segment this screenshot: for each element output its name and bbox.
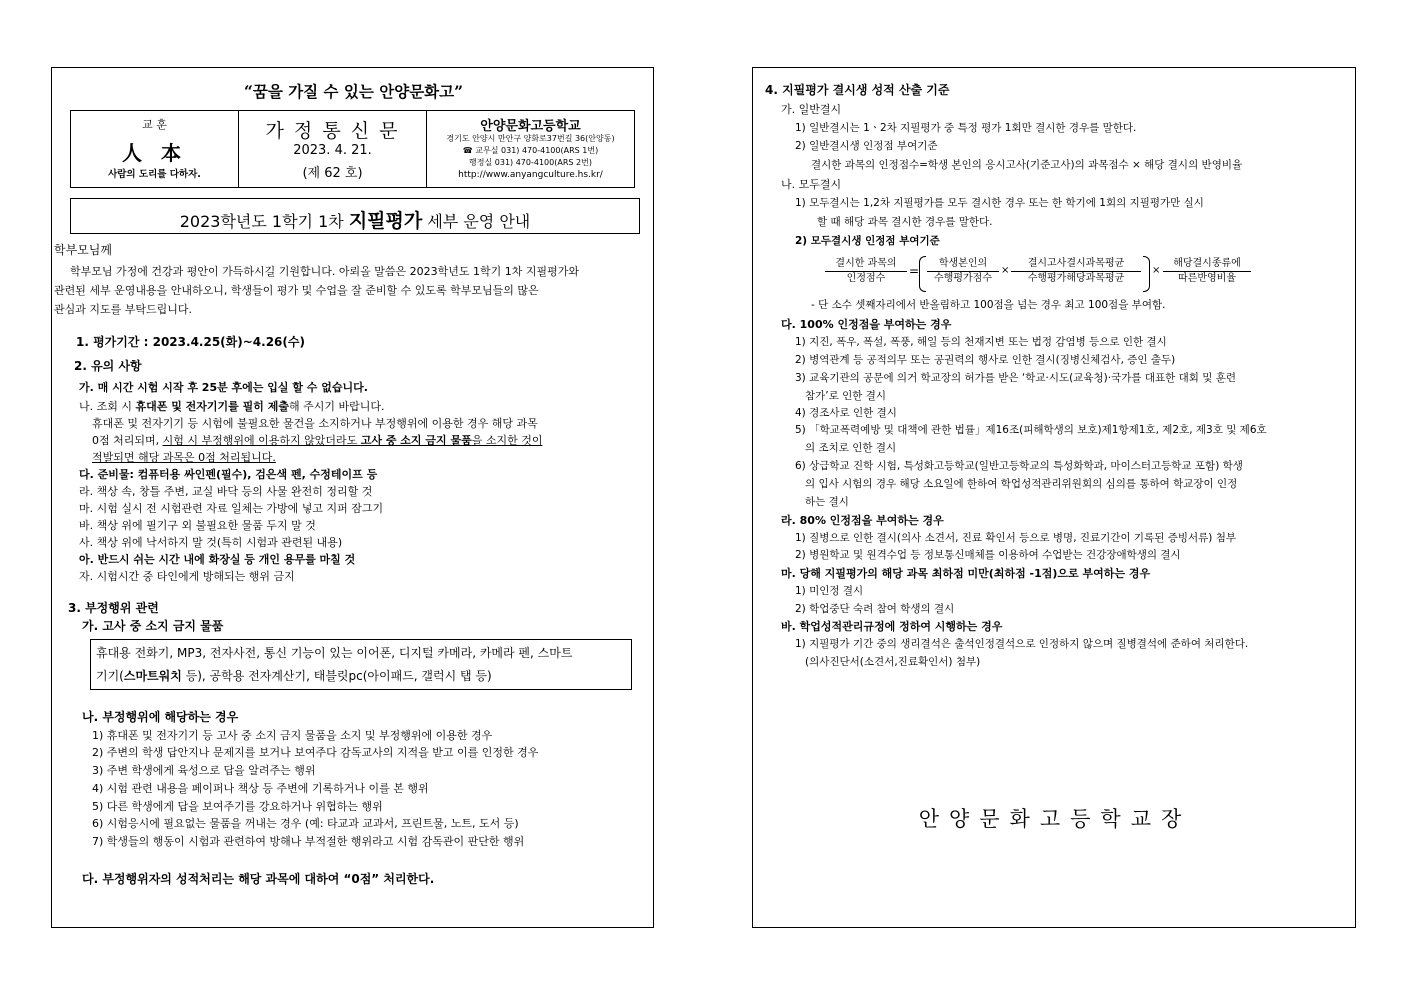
- admin-phone: 행정실 031) 470-4100(ARS 2번): [469, 158, 592, 167]
- partial-credit-heading: 라. 80% 인정점을 부여하는 경우: [781, 514, 944, 527]
- case-1: 1) 휴대폰 및 전자기기 등 고사 중 소지 금지 물품을 소지 및 부정행위에 이용한 경우: [92, 729, 493, 742]
- banned-items-box: [90, 639, 632, 690]
- formula-rhs-bar: [1163, 271, 1251, 272]
- note-ba: 바. 책상 위에 필기구 외 불필요한 물품 두지 말 것: [79, 519, 316, 532]
- exam-period: 1. 평가기간 : 2023.4.25(화)~4.26(수): [76, 335, 305, 349]
- full-credit-6b: 의 입사 시험의 경우 해당 소요일에 한하여 학업성적관리위원회의 심의를 통하여 학교장이 인정: [805, 478, 1238, 490]
- banned-items-line-2: [96, 668, 492, 684]
- full-credit-6a: 6) 상급학교 진학 시험, 특성화고등학교(일반고등학교의 특성화학과, 마이스터고등학교 포함) 학생: [795, 460, 1243, 472]
- regulation-1: 1) 지필평가 기간 중의 생리결석은 출석인정결석으로 인정하지 않으며 질병결석에 준하여 처리한다.: [795, 638, 1249, 650]
- note-ga: 가. 매 시간 시험 시작 후 25분 후에는 입실 할 수 없습니다.: [79, 381, 368, 394]
- note-na-part-2: 휴대폰 및 전자기기를 필히 제출: [135, 400, 289, 413]
- case-5: 5) 다른 학생에게 답을 보여주기를 강요하거나 위협하는 행위: [92, 800, 383, 813]
- all-absence-1a: 1) 모두결시는 1,2차 지필평가를 모두 결시한 경우 또는 한 학기에 1회의 지필평가만 실시: [795, 197, 1204, 209]
- all-absence-heading: 나. 모두결시: [781, 178, 842, 191]
- newsletter-title: 가 정 통 신 문: [265, 120, 400, 142]
- penalty-note: 다. 부정행위자의 성적처리는 해당 과목에 대하여 “0점” 처리한다.: [82, 872, 435, 886]
- main-title-box: [70, 198, 640, 234]
- greeting: 학부모님께: [54, 243, 112, 257]
- note-da: 다. 준비물: 컴퓨터용 싸인펜(필수), 검은색 펜, 수정테이프 등: [79, 468, 378, 481]
- case-3: 3) 주변 학생에게 육성으로 답을 알려주는 행위: [92, 764, 316, 777]
- banned-items-line-1: 휴대용 전화기, MP3, 전자사전, 통신 기능이 있는 이어폰, 디지털 카메라, 카메라 펜, 스마트: [96, 646, 573, 660]
- full-credit-3a: 3) 교육기관의 공문에 의거 학교장의 허가를 받은 ‘학교·시도(교육청)·국가를 대표한 대회 및 훈련: [795, 372, 1236, 384]
- formula-f2-num: 결시고사결시과목평균: [1027, 258, 1125, 269]
- intro-line-3: 관심과 지도를 부탁드립니다.: [54, 303, 193, 316]
- banned-line-2-b: 스마트워치: [123, 669, 182, 683]
- rounding-note: - 단 소수 셋째자리에서 반올림하고 100점을 넘는 경우 최고 100점을 부여함.: [811, 299, 1166, 311]
- right-page: [752, 67, 1356, 928]
- notes-heading: 2. 유의 사항: [74, 359, 142, 373]
- issue-date: 2023. 4. 21.: [293, 143, 372, 158]
- case-2: 2) 주변의 학생 답안지나 문제지를 보거나 보여주다 감독교사의 지적을 받고 이를 인정한 경우: [92, 746, 539, 759]
- general-absence-3: 결시한 과목의 인정점수=학생 본인의 응시고사(기준고사)의 과목점수 × 해당 결시의 반영비율: [811, 159, 1243, 171]
- note-na-part-3: 해 주시기 바랍니다.: [288, 400, 385, 413]
- note-ja: 자. 시험시간 중 타인에게 방해되는 행위 금지: [79, 570, 295, 583]
- case-6: 6) 시험응시에 필요없는 물품을 꺼내는 경우 (예: 타교과 교과서, 프린트물, 노트, 도서 등): [92, 817, 519, 830]
- section-4-heading: 4. 지필평가 결시생 성적 산출 기준: [765, 83, 950, 97]
- note-a: 아. 반드시 쉬는 시간 내에 화장실 등 개인 용무를 마칠 것: [79, 553, 356, 566]
- motto-cell: [71, 111, 239, 187]
- full-credit-6c: 하는 결시: [805, 496, 849, 508]
- all-absence-1b: 할 때 해당 과목 결시한 경우를 말한다.: [817, 216, 993, 228]
- formula-equals: =: [909, 264, 920, 278]
- note-na-line-3-c: 고사 중 소지 금지 물품: [360, 434, 472, 447]
- score-formula: [825, 256, 1265, 294]
- formula-times-2: ×: [1152, 265, 1161, 276]
- partial-credit-1: 1) 질병으로 인한 결시(의사 소견서, 진료 확인서 등으로 병명, 진료기간이 기록된 증빙서류) 첨부: [795, 532, 1236, 544]
- note-na-line-3-b: 시험 시 부정행위에 이용하지 않았더라도: [162, 434, 361, 447]
- formula-rhs-2: 따른반영비율: [1178, 273, 1236, 284]
- full-credit-heading: 다. 100% 인정점을 부여하는 경우: [781, 318, 952, 331]
- title-keyword: 지필평가: [348, 210, 423, 232]
- case-7: 7) 학생들의 행동이 시험과 관련하여 방해나 부적절한 행위라고 시험 감독관이 판단한 행위: [92, 835, 525, 848]
- note-ra: 라. 책상 속, 창틀 주변, 교실 바닥 등의 사물 완전히 정리할 것: [79, 485, 373, 498]
- cheating-heading: 3. 부정행위 관련: [68, 601, 159, 615]
- banned-items-heading: 가. 고사 중 소지 금지 물품: [82, 619, 224, 633]
- banned-line-2-a: 기기(: [96, 669, 124, 683]
- title-prefix: 2023학년도 1학기 1차: [179, 212, 349, 231]
- formula-f2-den: 수행평가해당과목평균: [1027, 273, 1125, 284]
- left-page: [51, 67, 654, 928]
- school-address: 경기도 안양시 만안구 양화로37번길 36(안양동): [446, 134, 615, 143]
- cheating-cases-heading: 나. 부정행위에 해당하는 경우: [82, 710, 239, 724]
- formula-lhs-2: 인정점수: [846, 273, 886, 284]
- regulation-heading: 바. 학업성적관리규정에 정하여 시행하는 경우: [781, 620, 1003, 633]
- motto-label: 교 훈: [142, 118, 167, 131]
- main-title: [71, 206, 639, 233]
- general-absence-heading: 가. 일반결시: [781, 103, 842, 116]
- note-na-line-2: 휴대폰 및 전자기기 등 시험에 불필요한 물건을 소지하거나 부정행위에 이용한 경우 해당 과목: [92, 417, 538, 430]
- full-credit-1: 1) 지진, 폭우, 폭설, 폭풍, 해일 등의 천재지변 또는 법정 감염병 등으로 인한 결시: [795, 336, 1167, 348]
- formula-f2-bar: [1011, 271, 1141, 272]
- banned-line-2-c: 등), 공학용 전자계산기, 태블릿pc(아이패드, 갤럭시 탭 등): [181, 669, 492, 683]
- intro-line-1: 학부모님 가정에 건강과 평안이 가득하시길 기원합니다. 아뢰올 말씀은 2023학년도 1학기 1차 지필평가와: [70, 265, 579, 278]
- note-ma: 마. 시험 실시 전 시험관련 자료 일체는 가방에 넣고 지퍼 잠그기: [79, 502, 384, 515]
- note-sa: 사. 책상 위에 낙서하지 말 것(특히 시험과 관련된 내용): [79, 536, 343, 549]
- minimum-score-1: 1) 미인정 결시: [795, 585, 864, 597]
- note-na-line-3: [92, 433, 542, 448]
- slogan: “꿈을 가질 수 있는 안양문화고”: [243, 82, 464, 101]
- note-na-line-4: 적발되면 해당 과목은 0점 처리됩니다.: [92, 451, 276, 464]
- note-na-part-1: 나. 조회 시: [79, 400, 136, 413]
- formula-lhs-1: 결시한 과목의: [835, 258, 897, 269]
- newsletter-title-cell: [239, 111, 427, 187]
- formula-right-paren: [1143, 256, 1150, 292]
- formula-f1-num: 학생본인의: [938, 258, 988, 269]
- full-credit-2: 2) 병역관계 등 공적의무 또는 공권력의 행사로 인한 결시(징병신체검사, 증인 출두): [795, 354, 1176, 366]
- formula-f1-bar: [927, 271, 999, 272]
- motto-subtitle: 사람의 도리를 다하자.: [108, 169, 201, 180]
- case-4: 4) 시험 관련 내용을 페이퍼나 책상 등 주변에 기록하거나 이를 본 행위: [92, 782, 429, 795]
- note-na: [79, 399, 384, 414]
- school-info-cell: [427, 111, 634, 187]
- minimum-score-heading: 마. 당해 지필평가의 해당 과목 최하점 미만(최하점 -1점)으로 부여하는 경우: [781, 567, 1151, 580]
- formula-f1-den: 수행평가점수: [934, 273, 992, 284]
- school-name: 안양문화고등학교: [480, 119, 581, 134]
- issue-number: (제 62 호): [302, 166, 363, 181]
- all-absence-2: 2) 모두결시생 인정점 부여기준: [795, 235, 940, 247]
- formula-left-paren: [919, 256, 926, 292]
- principal-signature: 안양문화고등학교장: [918, 807, 1192, 831]
- partial-credit-2: 2) 병원학교 및 원격수업 등 정보통신매체를 이용하여 수업받는 건강장애학생의 결시: [795, 549, 1181, 561]
- office-phone: ☎ 교무실 031) 470-4100(ARS 1번): [462, 146, 599, 155]
- full-credit-4: 4) 경조사로 인한 결시: [795, 407, 897, 419]
- minimum-score-2: 2) 학업중단 숙려 참여 학생의 결시: [795, 603, 955, 615]
- formula-times-1: ×: [1001, 265, 1010, 276]
- regulation-2: (의사진단서(소견서,진료확인서) 첨부): [805, 656, 981, 668]
- note-na-line-3-a: 0점 처리되며,: [92, 434, 163, 447]
- full-credit-5b: 의 조치로 인한 결시: [805, 442, 897, 454]
- school-url[interactable]: http://www.anyangculture.hs.kr/: [458, 170, 603, 180]
- formula-lhs-bar: [825, 271, 907, 272]
- masthead: [70, 110, 635, 188]
- motto: 人 本: [122, 141, 187, 165]
- general-absence-2: 2) 일반결시생 인정점 부여기준: [795, 140, 938, 152]
- full-credit-5a: 5) 「학교폭력예방 및 대책에 관한 법률」제16조(피해학생의 보호)제1항제1호, 제2호, 제3호 및 제6호: [795, 424, 1267, 436]
- general-absence-1: 1) 일반결시는 1ㆍ2차 지필평가 중 특정 평가 1회만 결시한 경우를 말한다.: [795, 122, 1137, 134]
- note-na-line-3-d: 을 소지한 것이: [471, 434, 543, 447]
- full-credit-3b: 참가’로 인한 결시: [805, 390, 887, 402]
- title-suffix: 세부 운영 안내: [422, 212, 531, 231]
- formula-rhs-1: 해당결시종류에: [1173, 258, 1241, 269]
- intro-line-2: 관련된 세부 운영내용을 안내하오니, 학생들이 평가 및 수업을 잘 준비할 수 있도록 학부모님들의 많은: [54, 284, 539, 297]
